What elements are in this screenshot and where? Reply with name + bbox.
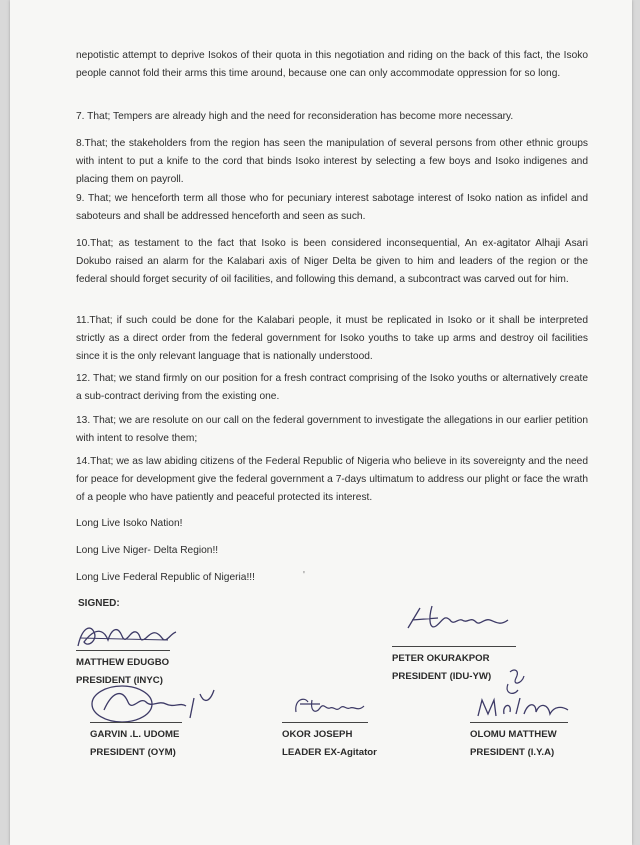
paragraph-11: 11.That; if such could be done for the Kalabari people, it must be replicated in Isoko or it shall be interpreted strictly as a direct order from the federal government for Isoko youths to take up arms and destroy oil facilities since it is the only relevant language that is nationally understood. (76, 315, 588, 362)
signed-label: SIGNED: (78, 598, 120, 609)
signature-line-edugbo (76, 650, 170, 651)
paragraph-14: 14.That; we as law abiding citizens of the Federal Republic of Nigeria who believe in its sovereignty and the need for peace for development give the federal government a 7-days ultimatum to address our plight or face the wrath of a people who have patiently and peaceful protected its interest. (76, 456, 588, 503)
signatory-title: PRESIDENT (I.Y.A) (470, 747, 555, 758)
signatory-title: LEADER EX-Agitator (282, 747, 377, 758)
signatory-name: MATTHEW EDUGBO (76, 657, 170, 668)
paragraph-12: 12. That; we stand firmly on our position for a fresh contract comprising of the Isoko youths or alternatively create a sub-contract deriving from the existing one. (76, 373, 588, 402)
signature-line-joseph (282, 722, 368, 723)
signature-mark-okurakpor (398, 600, 518, 640)
signatory-name: GARVIN .L. UDOME (90, 729, 180, 740)
signatory-name: PETER OKURAKPOR (392, 653, 490, 664)
closing-line-nigeria: Long Live Federal Republic of Nigeria!!! (76, 572, 255, 583)
paragraph-intro: nepotistic attempt to deprive Isokos of their quota in this negotiation and riding on the back of this fact, the Isoko people cannot fold their arms this time around, because one can only accommodate oppression for so long. (76, 50, 588, 79)
signature-mark-udome (82, 676, 232, 728)
signature-line-olomu (470, 722, 568, 723)
stray-mark: ' (303, 570, 305, 581)
signatory-name: OLOMU MATTHEW (470, 729, 557, 740)
paragraph-13: 13. That; we are resolute on our call on the federal government to investigate the allegations in our earlier petition with intent to resolve them; (76, 415, 588, 444)
signatory-joseph (282, 726, 377, 762)
signature-mark-olomu (470, 664, 580, 726)
signatory-title: PRESIDENT (IDU-YW) (392, 671, 492, 682)
paragraph-9: 9. That; we henceforth term all those who for pecuniary interest sabotage interest of Isoko nation as infidel and saboteurs and shall be addressed henceforth and seen as such. (76, 193, 588, 222)
paragraph-8: 8.That; the stakeholders from the region has seen the manipulation of several persons from other ethnic groups with intent to put a knife to the cord that binds Isoko interest by selecting a few boys and Isoko indigenes and placing them on payroll. (76, 138, 588, 185)
closing-line-niger-delta: Long Live Niger- Delta Region!! (76, 545, 219, 556)
document-page (10, 0, 632, 845)
paragraph-7: 7. That; Tempers are already high and the need for reconsideration has become more necessary. (76, 111, 514, 122)
signatory-name: OKOR JOSEPH (282, 729, 353, 740)
signature-line-okurakpor (392, 646, 516, 647)
signature-line-udome (90, 722, 182, 723)
signatory-title: PRESIDENT (INYC) (76, 675, 163, 686)
paragraph-10: 10.That; as testament to the fact that Isoko is been considered inconsequential, An ex-agitator Alhaji Asari Dokubo raised an alarm for the Kalabari axis of Niger Delta be given to him and leaders of the region or the federal should forget security of oil facilities, and following this demand, a subcontract was carved out for him. (76, 238, 588, 285)
signatory-title: PRESIDENT (OYM) (90, 747, 176, 758)
signatory-udome (90, 726, 179, 762)
signature-mark-joseph (290, 690, 370, 722)
signatory-olomu (470, 726, 557, 762)
closing-line-isoko: Long Live Isoko Nation! (76, 518, 183, 529)
